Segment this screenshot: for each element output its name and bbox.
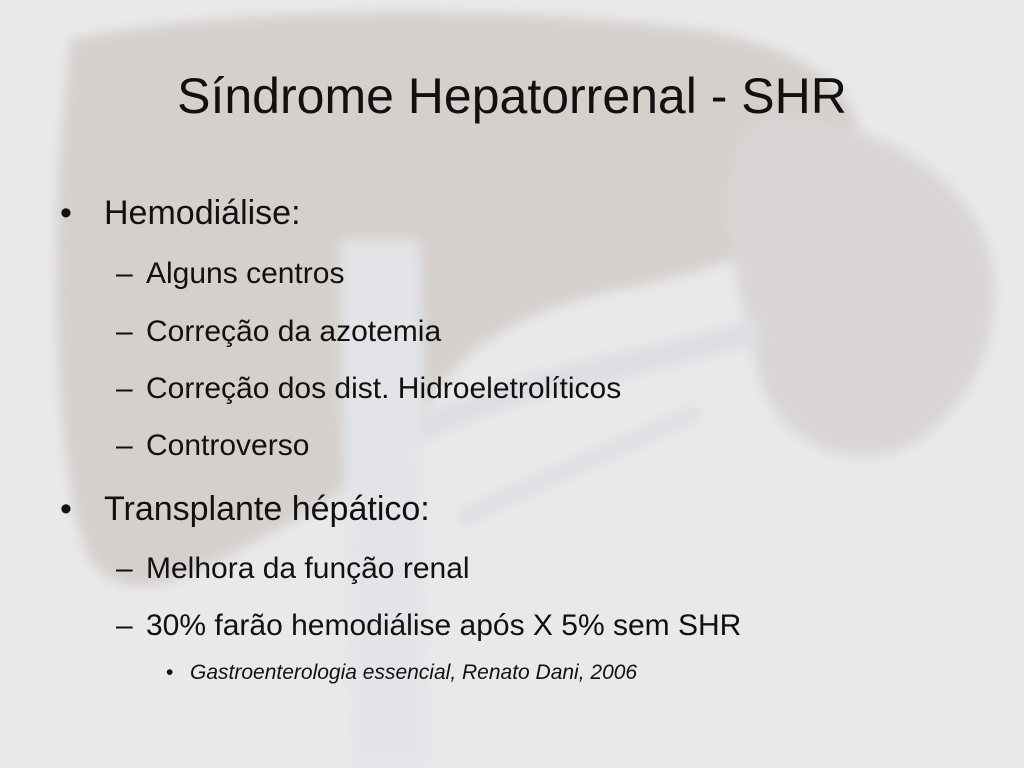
sub-item (116, 313, 441, 351)
dash-marker: – (116, 257, 133, 290)
dash-marker: – (116, 315, 133, 348)
sub-item-text: Melhora da função renal (146, 552, 470, 585)
bullet-marker: • (60, 194, 72, 232)
sub-item (116, 370, 621, 408)
bullet-item (60, 192, 301, 234)
reference-text: Gastroenterologia essencial, Renato Dani, 2006 (190, 661, 638, 684)
dash-marker: – (116, 429, 133, 462)
sub-item (116, 255, 344, 293)
sub-item-text: Correção dos dist. Hidroeletrolíticos (146, 372, 622, 405)
bullet-marker: • (166, 661, 174, 684)
sub-item-text: Controverso (146, 429, 310, 462)
sub-item-text: 30% farão hemodiálise após X 5% sem SHR (146, 609, 742, 642)
dash-marker: – (116, 609, 133, 642)
bullet-item (60, 488, 430, 530)
bullet-text: Transplante hépático: (104, 490, 430, 528)
sub-item (116, 550, 470, 588)
sub-item-text: Correção da azotemia (146, 315, 442, 348)
sub-item (116, 607, 741, 645)
slide-title: Síndrome Hepatorrenal - SHR (177, 68, 847, 124)
dash-marker: – (116, 372, 133, 405)
reference-item (166, 659, 637, 687)
sub-item-text: Alguns centros (146, 257, 345, 290)
dash-marker: – (116, 552, 133, 585)
bullet-text: Hemodiálise: (104, 194, 301, 232)
bullet-marker: • (60, 490, 72, 528)
sub-item (116, 427, 309, 465)
